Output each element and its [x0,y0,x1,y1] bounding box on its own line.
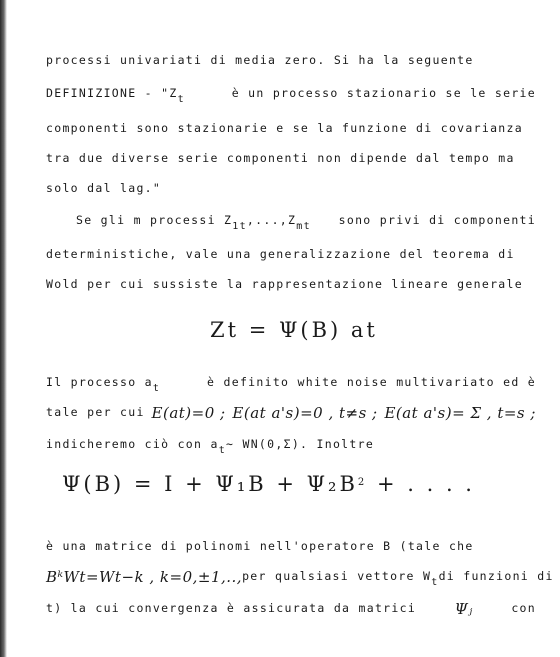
line-14-tail: con [511,601,536,615]
line-7-text: deterministiche, vale una generalizzazione del teorema di [46,247,515,261]
line-8-text: Wold per cui sussiste la rappresentazione lineare generale [46,277,523,291]
line-11-tail: ∼ WN(0,Σ). Inoltre [226,437,375,451]
definition-label: DEFINIZIONE - "Zt [46,86,185,105]
line-13-mid: per qualsiasi vettore Wt [242,569,439,588]
handwritten-mean-zero: E(at)=0 ; [151,404,226,422]
processes-phrase: Se gli m processi Z1t,...,Zmt [76,213,311,232]
equation-wold-representation: Zt = Ψ(B) at [210,318,378,342]
line-9-tail: è definito white noise multivariato ed è [207,375,536,389]
text-line-12 [46,538,536,554]
line-3-text: componenti sono stazionarie e se la funzione di covarianza [46,121,523,135]
definition-text: è un processo stazionario se le serie [231,86,536,100]
handwritten-psi-j: Ψⱼ [454,600,473,618]
text-line-14 [46,600,536,616]
line-4-text: tra due diverse serie componenti non dipende dal tempo ma [46,151,515,165]
text-line-1 [46,52,536,68]
line-5-text: solo dal lag." [46,181,162,195]
line-12-text: è una matrice di polinomi nell'operatore B (tale che [46,539,474,553]
line-6-tail: sono privi di componenti [338,213,536,227]
text-line-7 [46,246,536,262]
page-edge-shadow [0,0,7,657]
handwritten-covariance-sigma: E(at a's)= Σ , t=s ; [384,404,536,422]
text-line-2 [46,85,536,103]
text-line-13 [46,568,554,588]
text-line-4 [46,150,536,166]
line-11-sub: t [218,445,227,456]
text-line-5 [46,180,536,196]
text-line-10 [46,404,536,420]
text-line-6 [76,212,536,230]
equation-psi-polynomial: $\Psi(B) = I + \Psi_1B + \Psi_2B^2$ + . . . . [62,472,475,496]
handwritten-lag-operator: BᵏWt=Wt−k , k=0,±1,.., [46,568,243,586]
process-phrase: Il processo at [46,375,161,394]
line-14-lead: t) la cui convergenza è assicurata da matrici [46,601,417,615]
line-10-lead: tale per cui [46,405,145,419]
text-line-9 [46,374,536,392]
line-13-tail: di funzioni di [438,569,554,583]
handwritten-covariance-zero: E(at a's)=0 , t≠s ; [232,404,378,422]
text-line-3 [46,120,536,136]
line-1-text: processi univariati di media zero. Si ha la seguente [46,53,474,67]
text-line-11 [46,436,536,454]
text-line-8 [46,276,536,292]
line-11-lead: indicheremo ciò con a [46,437,219,451]
